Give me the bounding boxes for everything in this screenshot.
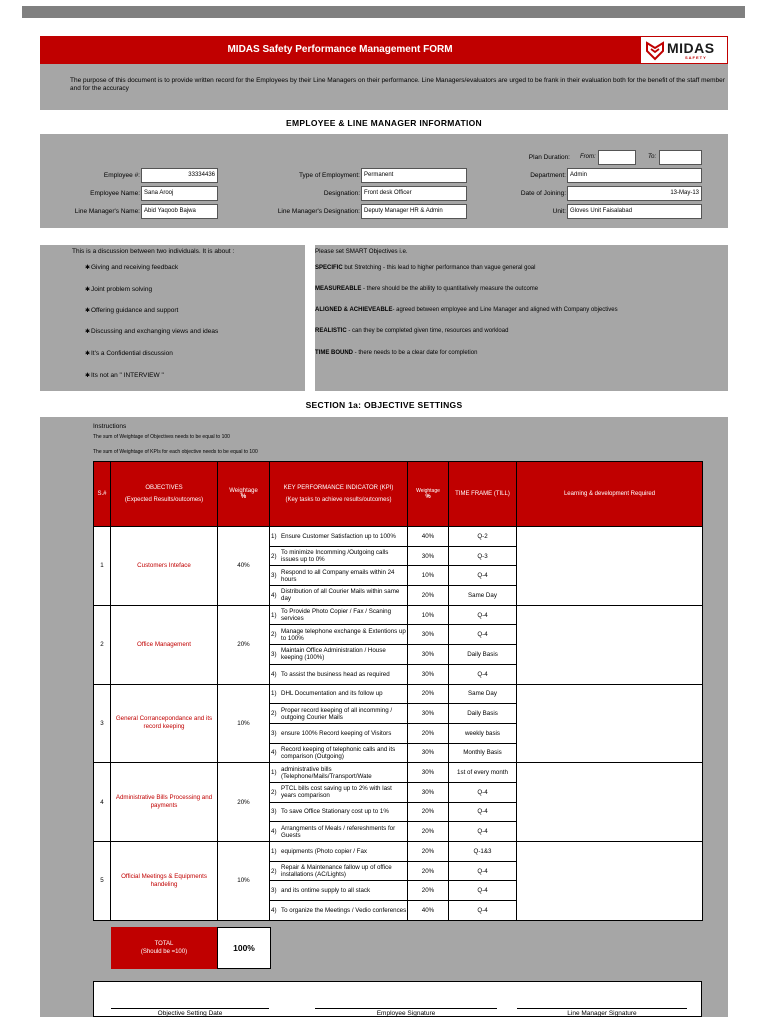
kpi-cell: 1) To Provide Photo Copier / Fax / Scaning services — [270, 605, 408, 625]
kpi-timeframe: Same Day — [449, 684, 517, 704]
total-label: TOTAL (Should be =100) — [111, 927, 217, 969]
kpi-weightage: 20% — [408, 723, 449, 743]
kpi-weightage: 20% — [408, 822, 449, 842]
kpi-timeframe: Q-4 — [449, 664, 517, 684]
purpose-statement: The purpose of this document is to provide written record for the Employees by their Line Managers on their performance. Line Managers/evaluators are urged to be frank in their evaluation both for the benefit of the staff member and for the accuracy — [40, 64, 728, 110]
smart-item: SPECIFIC but Stretching - this lead to higher performance than vague general goal — [315, 265, 536, 271]
smart-heading: Please set SMART Objectives i.e. — [315, 248, 408, 255]
kpi-cell: 1) administrative bills (Telephone/Mails/Transport/Wate — [270, 763, 408, 783]
line-manager-name-label: Line Manager's Name: — [74, 208, 140, 215]
star-bullet-icon: ✱ — [85, 287, 91, 293]
star-bullet-icon: ✱ — [85, 351, 91, 357]
kpi-weightage: 10% — [408, 605, 449, 625]
objectives-table — [93, 461, 703, 921]
kpi-weightage: 40% — [408, 527, 449, 547]
kpi-timeframe: Daily Basis — [449, 704, 517, 724]
kpi-timeframe: Q-4 — [449, 605, 517, 625]
date-of-joining-label: Date of Joining: — [520, 190, 566, 197]
kpi-cell: 2) Repair & Maintenance fallow up of office installations (AC/Lights) — [270, 861, 408, 881]
col-weightage: Weightage % — [218, 462, 270, 527]
kpi-cell: 1) DHL Documentation and its follow up — [270, 684, 408, 704]
objective-number: 1 — [94, 527, 111, 606]
kpi-cell: 2) Manage telephone exchange & Extentions up to 100% — [270, 625, 408, 645]
learning-development-cell[interactable] — [517, 527, 703, 606]
table-row — [94, 605, 703, 625]
kpi-weightage: 30% — [408, 645, 449, 665]
line-manager-name-field[interactable]: Abid Yaqoob Bajwa — [141, 204, 218, 219]
kpi-cell: 4) To organize the Meetings / Vedio conferences — [270, 901, 408, 921]
table-header-row — [94, 462, 703, 527]
instructions-line: The sum of Weightage of Objectives needs to be equal to 100 — [93, 434, 230, 440]
kpi-timeframe: Q-4 — [449, 625, 517, 645]
signature-area — [93, 981, 702, 1017]
smart-objectives-panel — [315, 245, 728, 391]
kpi-weightage: 30% — [408, 704, 449, 724]
kpi-timeframe: Q-4 — [449, 822, 517, 842]
instructions-heading: Instructions — [93, 423, 127, 430]
table-row — [94, 763, 703, 783]
kpi-cell: 3) Respond to all Company emails within 24 hours — [270, 566, 408, 586]
kpi-timeframe: Q-4 — [449, 782, 517, 802]
kpi-weightage: 20% — [408, 586, 449, 606]
kpi-cell: 2) Proper record keeping of all incomming / outgoing Courier Mails — [270, 704, 408, 724]
kpi-timeframe: Q-3 — [449, 546, 517, 566]
discussion-item: ✱Offering guidance and support — [85, 307, 179, 314]
total-value: 100% — [217, 927, 271, 969]
to-label: To: — [648, 154, 657, 160]
from-label: From: — [580, 154, 596, 160]
midas-shield-icon — [646, 41, 664, 61]
midas-logo — [640, 36, 728, 64]
kpi-weightage: 10% — [408, 566, 449, 586]
kpi-timeframe: Monthly Basis — [449, 743, 517, 763]
learning-development-cell[interactable] — [517, 763, 703, 842]
lm-designation-field[interactable]: Deputy Manager HR & Admin — [361, 204, 467, 219]
col-timeframe: TIME FRAME (TILL) — [449, 462, 517, 527]
kpi-cell: 3) ensure 100% Record keeping of Visitors — [270, 723, 408, 743]
kpi-timeframe: weekly basis — [449, 723, 517, 743]
col-learning: Learning & development Required — [517, 462, 703, 527]
department-field[interactable]: Admin — [567, 168, 702, 183]
date-of-joining-field[interactable]: 13-May-13 — [567, 186, 702, 201]
col-sn: S.# — [94, 462, 111, 527]
objective-section-title: SECTION 1a: OBJECTIVE SETTINGS — [305, 400, 463, 410]
objective-weightage: 20% — [218, 763, 270, 842]
kpi-cell: 4) Distribution of all Courier Mails within same day — [270, 586, 408, 606]
employee-name-label: Employee Name: — [90, 190, 140, 197]
kpi-cell: 3) and its ontime supply to all stack — [270, 881, 408, 901]
kpi-timeframe: 1st of every month — [449, 763, 517, 783]
kpi-weightage: 30% — [408, 625, 449, 645]
type-of-employment-field[interactable]: Permanent — [361, 168, 467, 183]
objective-weightage: 10% — [218, 684, 270, 763]
learning-development-cell[interactable] — [517, 842, 703, 921]
col-kpi: KEY PERFORMANCE INDICATOR (KPI) (Key tasks to achieve results/outcomes) — [270, 462, 408, 527]
objective-name: Official Meetings & Equipments handeling — [111, 842, 218, 921]
objective-number: 5 — [94, 842, 111, 921]
discussion-heading: This is a discussion between two individuals. It is about : — [72, 248, 235, 255]
from-field[interactable] — [598, 150, 636, 165]
discussion-item: ✱Its not an " INTERVIEW " — [85, 372, 164, 379]
smart-item: ALIGNED & ACHIEVEABLE- agreed between employee and Line Manager and aligned with Company objectives — [315, 307, 618, 313]
unit-field[interactable]: Gloves Unit Faisalabad — [567, 204, 702, 219]
kpi-cell: 2) PTCL bills cost saving up to 2% with last years comparison — [270, 782, 408, 802]
kpi-timeframe: Q-2 — [449, 527, 517, 547]
learning-development-cell[interactable] — [517, 605, 703, 684]
smart-item: MEASUREABLE - there should be the ability to quantitatively measure the outcome — [315, 286, 539, 292]
kpi-timeframe: Q-4 — [449, 901, 517, 921]
line-manager-signature[interactable]: Line Manager Signature — [517, 1008, 687, 1017]
designation-label: Designation: — [323, 190, 360, 197]
discussion-panel — [40, 245, 305, 391]
objective-number: 3 — [94, 684, 111, 763]
objective-name: Customers Inteface — [111, 527, 218, 606]
objective-weightage: 10% — [218, 842, 270, 921]
kpi-timeframe: Q-4 — [449, 881, 517, 901]
info-section-title: EMPLOYEE & LINE MANAGER INFORMATION — [286, 118, 482, 128]
employee-no-field[interactable]: 33334436 — [141, 168, 218, 183]
kpi-cell: 2) To minimize Incomming /Outgoing calls issues up to 0% — [270, 546, 408, 566]
discussion-item: ✱Discussing and exchanging views and ideas — [85, 328, 219, 335]
kpi-cell: 4) Arrangments of Meals / refereshments for Guests — [270, 822, 408, 842]
objective-name: Administrative Bills Processing and payments — [111, 763, 218, 842]
kpi-timeframe: Q-4 — [449, 861, 517, 881]
kpi-cell: 3) To save Office Stationary cost up to 1% — [270, 802, 408, 822]
kpi-cell: 4) To assist the business head as required — [270, 664, 408, 684]
objective-number: 2 — [94, 605, 111, 684]
learning-development-cell[interactable] — [517, 684, 703, 763]
star-bullet-icon: ✱ — [85, 373, 91, 379]
objective-weightage: 20% — [218, 605, 270, 684]
kpi-cell: 1) equipments (Photo copier / Fax — [270, 842, 408, 862]
star-bullet-icon: ✱ — [85, 308, 91, 314]
lm-designation-label: Line Manager's Designation: — [277, 208, 360, 215]
employee-name-field[interactable]: Sana Arooj — [141, 186, 218, 201]
objectives-panel — [40, 417, 728, 1017]
star-bullet-icon: ✱ — [85, 329, 91, 335]
kpi-timeframe: Q-4 — [449, 802, 517, 822]
col-objectives: OBJECTIVES (Expected Results/outcomes) — [111, 462, 218, 527]
kpi-timeframe: Q-1&3 — [449, 842, 517, 862]
to-field[interactable] — [659, 150, 702, 165]
kpi-weightage: 30% — [408, 782, 449, 802]
type-of-employment-label: Type of Employment: — [298, 172, 360, 179]
kpi-timeframe: Daily Basis — [449, 645, 517, 665]
objective-name: Office Management — [111, 605, 218, 684]
col-kpi-weightage: Weightage % — [408, 462, 449, 527]
instructions-line: The sum of Weightage of KPIs for each objective needs to be equal to 100 — [93, 449, 258, 455]
kpi-weightage: 20% — [408, 881, 449, 901]
objective-setting-date[interactable]: Objective Setting Date — [111, 1008, 269, 1017]
kpi-weightage: 30% — [408, 664, 449, 684]
top-grey-bar — [22, 6, 745, 18]
star-bullet-icon: ✱ — [85, 265, 91, 271]
objective-number: 4 — [94, 763, 111, 842]
kpi-weightage: 20% — [408, 802, 449, 822]
table-row — [94, 527, 703, 547]
department-label: Department: — [530, 172, 566, 179]
logo-text: MIDAS — [667, 40, 715, 56]
discussion-item: ✱Giving and receiving feedback — [85, 264, 179, 271]
kpi-timeframe: Same Day — [449, 586, 517, 606]
kpi-weightage: 40% — [408, 901, 449, 921]
kpi-weightage: 20% — [408, 861, 449, 881]
employee-signature[interactable]: Employee Signature — [315, 1008, 497, 1017]
kpi-weightage: 20% — [408, 842, 449, 862]
objective-weightage: 40% — [218, 527, 270, 606]
kpi-cell: 3) Maintain Office Administration / House keeping (100%) — [270, 645, 408, 665]
plan-duration-label: Plan Duration: — [528, 154, 570, 161]
unit-label: Unit: — [552, 208, 566, 215]
kpi-weightage: 20% — [408, 684, 449, 704]
kpi-weightage: 30% — [408, 546, 449, 566]
designation-field[interactable]: Front desk Officer — [361, 186, 467, 201]
kpi-weightage: 30% — [408, 743, 449, 763]
form-header — [40, 36, 728, 64]
logo-subtext: SAFETY — [685, 55, 707, 60]
kpi-timeframe: Q-4 — [449, 566, 517, 586]
objective-name: General Corrancepondance and its record keeping — [111, 684, 218, 763]
discussion-item: ✱Joint problem solving — [85, 286, 153, 293]
smart-item: TIME BOUND - there needs to be a clear date for completion — [315, 350, 478, 356]
smart-item: REALISTIC - can they be completed given time, resources and workload — [315, 328, 509, 334]
kpi-cell: 1) Ensure Customer Satisfaction up to 100% — [270, 527, 408, 547]
employee-no-label: Employee #: — [103, 172, 140, 179]
kpi-weightage: 30% — [408, 763, 449, 783]
table-row — [94, 842, 703, 862]
kpi-cell: 4) Record keeping of telephonic calls and its comparison (Outgoing) — [270, 743, 408, 763]
employee-info-panel — [40, 134, 728, 228]
discussion-item: ✱It's a Confidential discussion — [85, 350, 173, 357]
table-row — [94, 684, 703, 704]
form-title: MIDAS Safety Performance Management FORM — [227, 44, 453, 55]
